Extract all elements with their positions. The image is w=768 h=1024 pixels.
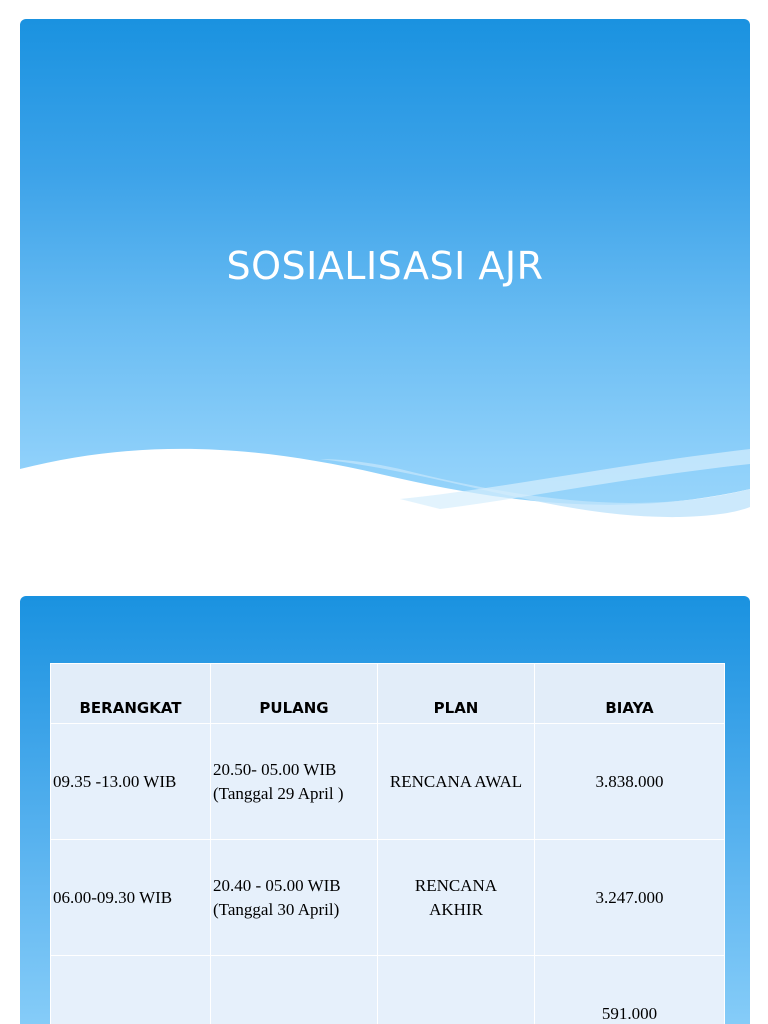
table-header-row	[51, 664, 725, 724]
cell-berangkat-text: 09.35 -13.00 WIB	[53, 771, 177, 791]
cell-plan	[378, 724, 535, 840]
cell-pulang	[211, 956, 378, 1024]
table-slide[interactable]	[20, 596, 750, 1024]
cell-biaya	[535, 840, 725, 956]
header-biaya: BIAYA	[535, 664, 725, 724]
cell-berangkat	[51, 840, 211, 956]
cell-biaya-text: 3.838.000	[595, 771, 664, 791]
cell-pulang-time: 20.40 - 05.00 WIB	[213, 875, 341, 895]
cell-biaya	[535, 956, 725, 1024]
cell-plan-line1: RENCANA	[414, 875, 498, 895]
table-row	[51, 840, 725, 956]
cell-berangkat	[51, 956, 211, 1024]
table-row	[51, 724, 725, 840]
cell-berangkat	[51, 724, 211, 840]
cell-pulang-date: (Tanggal 29 April )	[213, 783, 344, 803]
slide-title: SOSIALISASI AJR	[226, 244, 544, 288]
header-plan: PLAN	[378, 664, 535, 724]
cell-biaya	[535, 724, 725, 840]
cell-pulang	[211, 840, 378, 956]
wave-white	[20, 449, 750, 539]
title-slide[interactable]	[20, 19, 750, 539]
header-pulang: PULANG	[211, 664, 378, 724]
table-row	[51, 956, 725, 1024]
cell-plan-line2: AKHIR	[429, 899, 483, 919]
cell-plan-line1: RENCANA AWAL	[389, 771, 523, 791]
schedule-table	[50, 663, 725, 1024]
cell-biaya-text: 591.000	[601, 1004, 658, 1023]
cell-pulang	[211, 724, 378, 840]
header-berangkat: BERANGKAT	[51, 664, 211, 724]
cell-berangkat-text: 06.00-09.30 WIB	[53, 887, 173, 907]
cell-plan	[378, 956, 535, 1024]
cell-pulang-time: 20.50- 05.00 WIB	[213, 759, 337, 779]
cell-biaya-text: 3.247.000	[595, 887, 664, 907]
cell-pulang-date: (Tanggal 30 April)	[213, 899, 340, 919]
cell-plan	[378, 840, 535, 956]
